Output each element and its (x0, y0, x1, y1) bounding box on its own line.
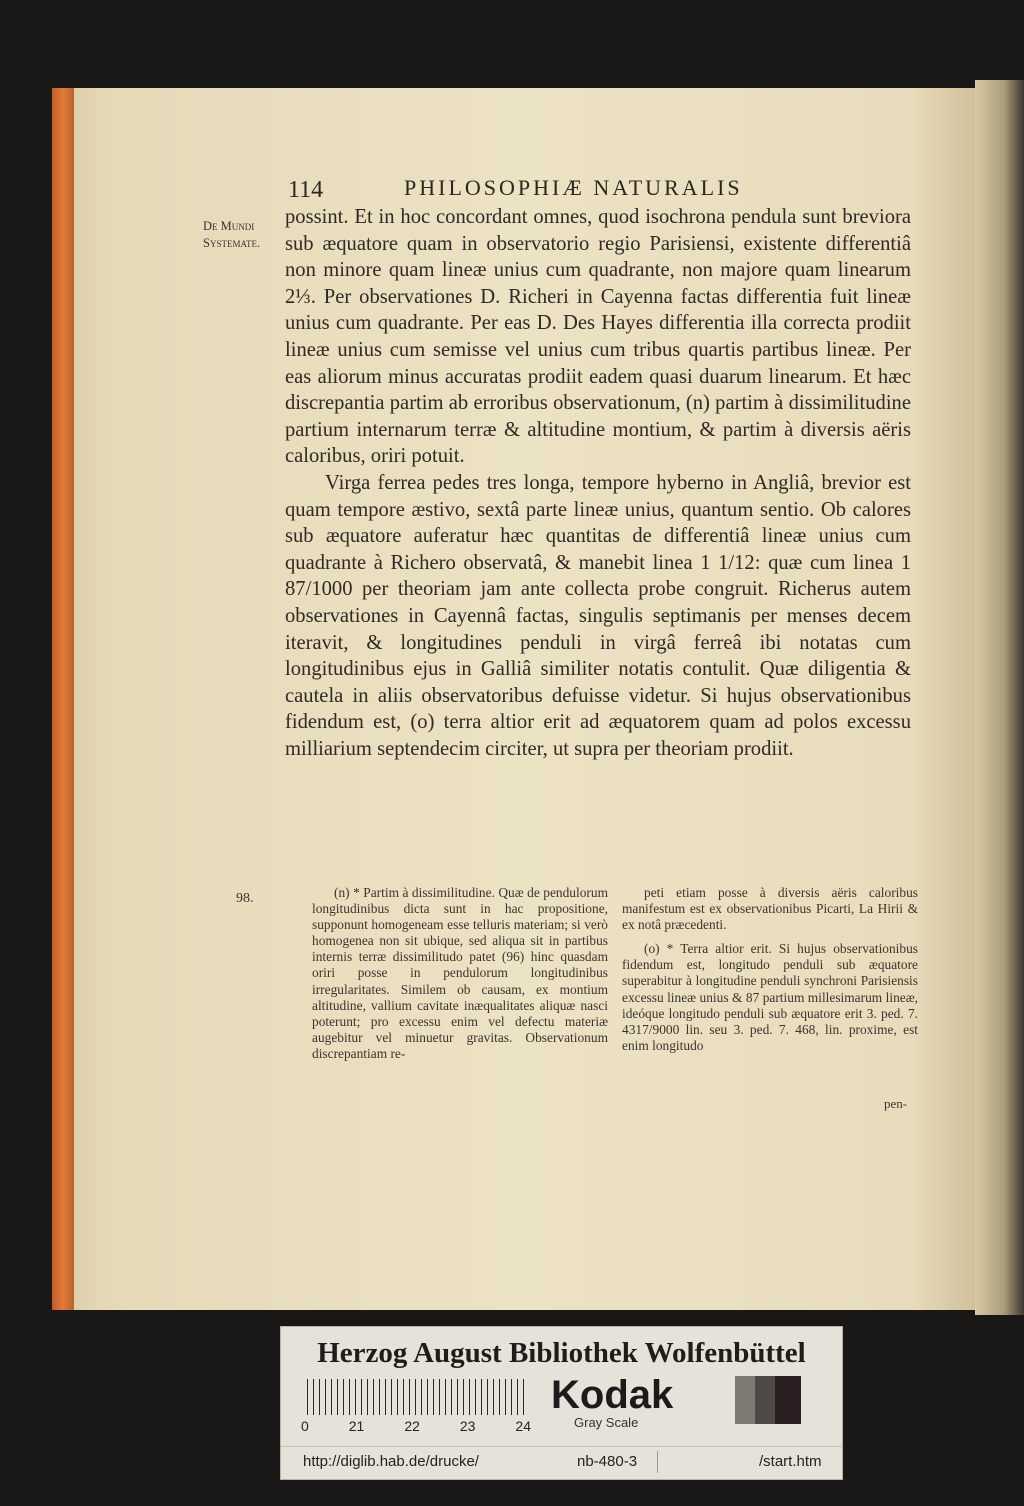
scale-number: 0 (301, 1418, 309, 1434)
catchword: pen- (884, 1096, 908, 1111)
start-link: /start.htm (759, 1453, 822, 1470)
strip-footer (281, 1446, 842, 1479)
margin-note: De Mundi Systemate. (203, 219, 261, 250)
paragraph: possint. Et in hoc concordant omnes, quod isochrona pendula sunt breviora sub æquatore quam in observatorio regio Parisiensi, existente differentiâ non minore quam lineæ unius cum quadrante, non majore quam linearum 2⅓. Per observationes D. Richeri in Cayenna factas differentia fuit lineæ unius cum quadrante. Per eas D. Des Hayes differentia illa correcta prodiit lineæ unius cum semisse vel unius cum tribus quartis partibus lineæ. Per eas aliorum minus accuratas prodiit eadem quasi duarum linearum. Et hæc discrepantia partim ab erroribus observationum, (n) partim à dissimilitudine partium internarum terræ & altitudine montium, & partim à diversis aëris caloribus, oriri potuit. (285, 206, 911, 468)
scale-ruler (307, 1379, 525, 1415)
page-number: 114 (288, 177, 324, 203)
scale-numbers (301, 1418, 531, 1434)
scale-number: 21 (348, 1418, 365, 1434)
library-name: Herzog August Bibliothek Wolfenbüttel (317, 1337, 806, 1369)
scan-color-strip (280, 1326, 843, 1480)
signature-mark: 98. (236, 891, 254, 906)
divider (657, 1451, 658, 1473)
main-text (285, 204, 911, 762)
scale-number: 23 (459, 1418, 476, 1434)
footnote-continuation: peti etiam posse à diversis aëris caloribus manifestum est ex observationibus Picarti, La Hirii & ex notâ præcedenti. (622, 885, 918, 933)
footnote-n: (n) * Partim à dissimilitudine. Quæ de pendulorum longitudinibus dicta sunt in hac propositione, supponunt homogeneam esse telluris materiam; si verò homogenea non sit ubique, sed aliqua sit in partibus internis terræ dissimilitudo patet (96) hinc quasdam oriri posse in pendulorum longitudinibus irregularitates. Similem ob causam, ex montium altitudine, vallium cavitate inæqualitates aliquæ nasci poterunt; pro excessu enim vel defectu materiæ augebitur vel minuetur gravitas. Observationum discrepantiam re- (312, 885, 608, 1061)
footnotes-left (312, 885, 608, 1070)
scale-number: 22 (404, 1418, 420, 1434)
grayscale-label: Gray Scale (574, 1415, 639, 1430)
page-edge-left (52, 88, 74, 1310)
footnotes-right (622, 885, 918, 1062)
scale-number: 24 (515, 1418, 531, 1434)
shelfmark: nb-480-3 (577, 1453, 638, 1470)
page-edge-right (975, 80, 1024, 1315)
kodak-logo: Kodak (551, 1373, 674, 1417)
footnote-o: (o) * Terra altior erit. Si hujus observationibus fidendum est, longitudo penduli sub æquatore superabitur à longitudine penduli synchroni Parisiensis excessu lineæ unius & 87 partium millesimarum lineæ, ideóque longitudo penduli sub æquatore erit 3. ped. 7. 4317/9000 lin. seu 3. ped. 7. 468, lin. proxime, est enim longitudo (622, 941, 918, 1053)
running-title: PHILOSOPHIÆ NATURALIS (404, 175, 743, 200)
diglib-url: http://diglib.hab.de/drucke/ (303, 1453, 479, 1470)
gray-patches (735, 1376, 801, 1424)
paragraph: Virga ferrea pedes tres longa, tempore hyberno in Angliâ, brevior est quam tempore æstivo, sextâ parte lineæ unius, quantum sentio. Ob calores sub æquatore auferatur hæc quantitas de differentiâ lineæ unius cum quadrante à Richero observatâ, & manebit linea 1 1/12: quæ cum linea 1 87/1000 per theoriam jam ante collecta probe congruit. Richerus autem observationes in Cayennâ factas, singulis septimanis per menses decem iteravit, & longitudines penduli in virgâ ferreâ ibi notatas cum longitudinibus ejus in Galliâ similiter notatis contulit. Quæ diligentia & cautela in aliis observatoribus defuisse videtur. Si hujus observationibus fidendum est, (o) terra altior erit ad æquatorem quam ad polos excessu milliarium septendecim circiter, ut supra per theoriam prodiit. (285, 471, 911, 760)
